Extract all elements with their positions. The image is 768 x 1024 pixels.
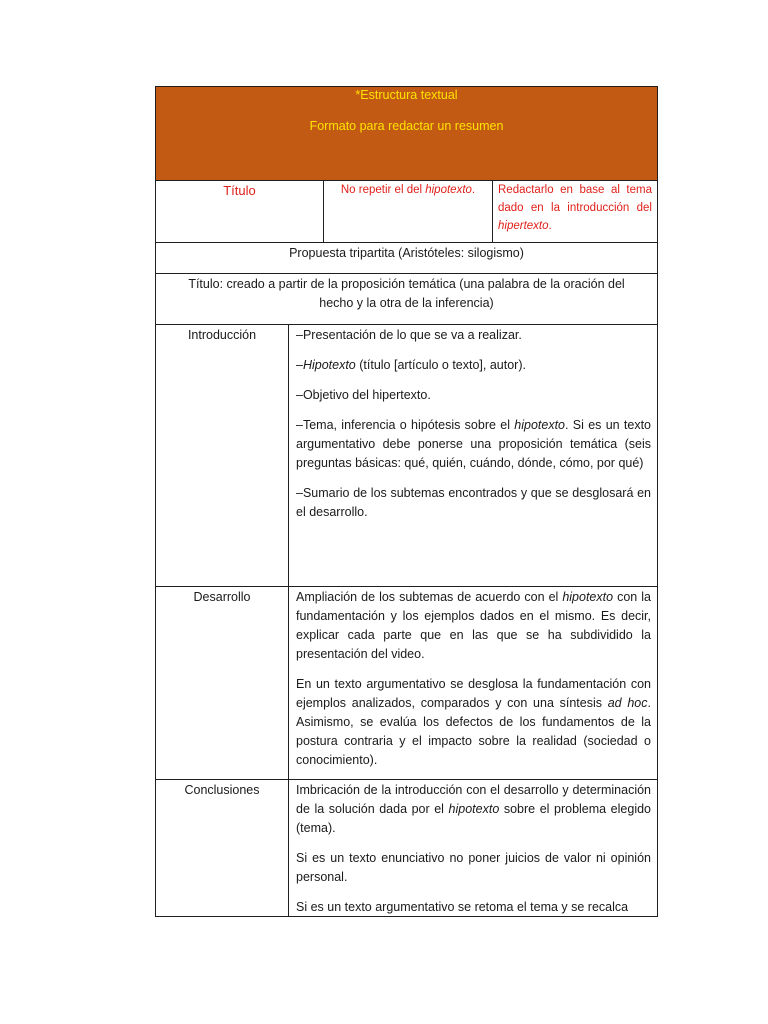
- introduccion-label: Introducción: [187, 328, 257, 342]
- header-subtitle: Formato para redactar un resumen: [309, 119, 504, 133]
- titulo-col3-cell: [492, 180, 658, 243]
- conclusiones-content-cell: [288, 779, 658, 917]
- conclusiones-p1: Imbricación de la introducción con el desarrollo y determinación de la solución dada por el hipotexto sobre el problema elegido (tema).: [296, 783, 651, 835]
- titulo-col2-cell: [323, 180, 493, 243]
- titulo-label: Título: [223, 183, 256, 198]
- titulo-col2-text: No repetir el del hipotexto.: [340, 184, 476, 196]
- introduccion-p1: –Presentación de lo que se va a realizar.: [296, 328, 522, 342]
- titulo-col3-text: Redactarlo en base al tema dado en la introducción del hipertexto.: [498, 184, 652, 232]
- titulo-label-cell: [155, 180, 324, 243]
- propuesta-row: Propuesta tripartita (Aristóteles: silogismo): [155, 242, 658, 274]
- desarrollo-label-cell: [155, 586, 289, 780]
- titulo-description-row: Título: creado a partir de la proposición temática (una palabra de la oración del hecho y la otra de la inferencia): [155, 273, 658, 325]
- header-banner: [155, 86, 658, 181]
- introduccion-content-cell: [288, 324, 658, 587]
- introduccion-p5: –Sumario de los subtemas encontrados y que se desglosará en el desarrollo.: [296, 486, 651, 519]
- conclusiones-label: Conclusiones: [184, 783, 260, 797]
- conclusiones-p3: Si es un texto argumentativo se retoma el tema y se recalca: [296, 900, 629, 914]
- introduccion-label-cell: [155, 324, 289, 587]
- desarrollo-p1: Ampliación de los subtemas de acuerdo con el hipotexto con la fundamentación y los ejemplos dados en el mismo. Es decir, explicar cada parte que en las que se ha subdividido la presentación del video.: [296, 590, 651, 661]
- header-title: *Estructura textual: [355, 88, 458, 102]
- desarrollo-label: Desarrollo: [193, 590, 251, 604]
- desarrollo-p2: En un texto argumentativo se desglosa la fundamentación con ejemplos analizados, comparados y con una síntesis ad hoc. Asimismo, se evalúa los defectos de los fundamentos de la postura contraria y el impacto sobre la realidad (sociedad o conocimiento).: [296, 677, 651, 767]
- conclusiones-label-cell: [155, 779, 289, 917]
- introduccion-p3: –Objetivo del hipertexto.: [296, 388, 431, 402]
- introduccion-p2: –Hipotexto (título [artículo o texto], autor).: [296, 358, 526, 372]
- introduccion-p4: –Tema, inferencia o hipótesis sobre el hipotexto. Si es un texto argumentativo debe ponerse una proposición temática (seis preguntas básicas: qué, quién, cuándo, dónde, cómo, por qué): [296, 418, 652, 470]
- desarrollo-content-cell: [288, 586, 658, 780]
- conclusiones-p2: Si es un texto enunciativo no poner juicios de valor ni opinión personal.: [296, 851, 651, 884]
